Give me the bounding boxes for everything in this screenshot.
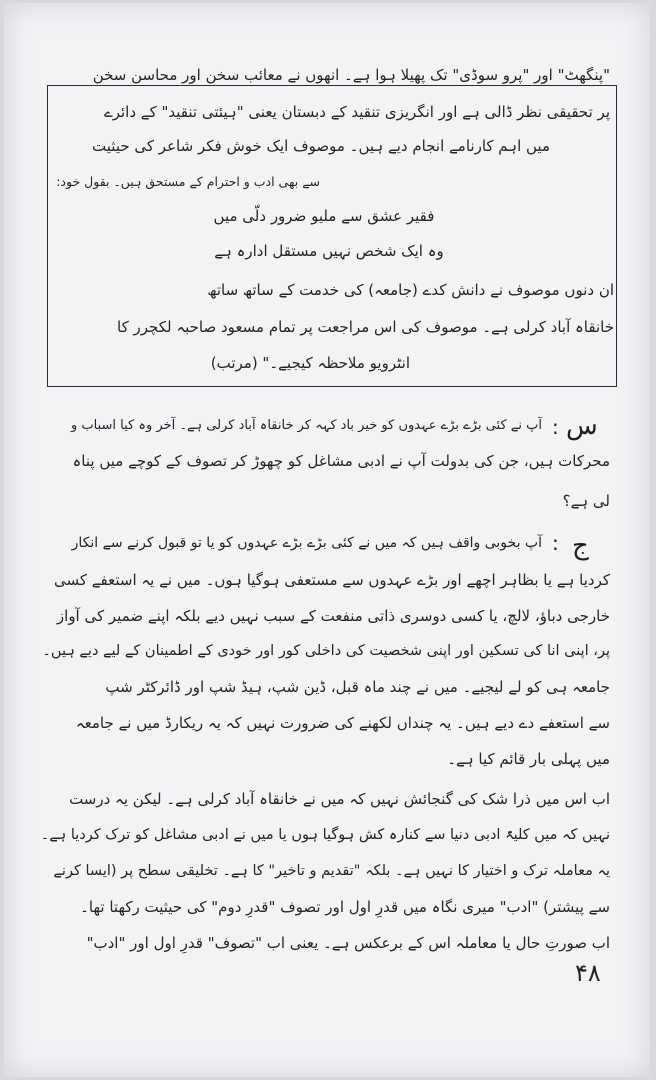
box-line: "پنگھٹ" اور "پرو سوڈی" تک پھیلا ہوا ہے۔ انھوں نے معائب سخن اور محاسن سخن xyxy=(92,66,610,84)
answer-line: اب اس میں ذرا شک کی گنجائش نہیں کہ میں نے خانقاہ آباد کرلی ہے۔ لیکن یہ درست xyxy=(69,790,610,808)
answer-line: نہیں کہ میں کلیۃً ادبی دنیا سے کنارہ کش ہوگیا ہوں یا میں نے ادبی مشاغل کو ترک کردیا ہے۔ xyxy=(40,827,610,843)
answer-line: سے پیشتر) "ادب" میری نگاہ میں قدرِ اول اور تصوف "قدرِ دوم" کی حیثیت رکھتا تھا۔ xyxy=(80,898,610,916)
box-line: پر تحقیقی نظر ڈالی ہے اور انگریزی تنقید کے دبستان یعنی "ہیئتی تنقید" کے دائرے xyxy=(103,103,610,121)
answer-line: کردیا ہے یا بظاہر اچھے اور بڑے عہدوں سے مستعفی ہوگیا ہوں۔ میں نے یہ استعفے کسی xyxy=(53,571,610,589)
answer-line: خارجی دباؤ، لالچ، یا کسی دوسری ذاتی منفعت کے سبب نہیں دیے بلکہ اپنے ضمیر کی آواز xyxy=(56,607,610,625)
book-page xyxy=(4,3,650,1077)
question-colon: : xyxy=(552,415,559,439)
answer-line: یہ معاملہ ترک و اختیار کا نہیں ہے۔ بلکہ "تقدیم و تاخیر" کا ہے۔ تخلیقی سطح پر (ایسا کرنے xyxy=(53,863,610,879)
answer-line: سے استعفے دے دیے ہیں۔ یہ چنداں لکھنے کی ضرورت نہیں کہ یہ ریکارڈ میں نے جامعہ xyxy=(75,714,610,732)
answer-line: میں پہلی بار قائم کیا ہے۔ xyxy=(447,750,610,768)
answer-marker: ج xyxy=(572,531,589,561)
answer-colon: : xyxy=(552,531,559,555)
box-line: سے بھی ادب و احترام کے مستحق ہیں۔ بقول خود: xyxy=(56,174,320,189)
box-line: انٹرویو ملاحظہ کیجیے۔" (مرتب) xyxy=(210,354,410,372)
answer-line: جامعہ ہی کو لے لیجیے۔ میں نے چند ماہ قبل، ڈین شپ، ہیڈ شپ اور ڈائرکٹر شپ xyxy=(105,678,610,696)
page-number: ۴۸ xyxy=(575,959,601,987)
box-line: ان دنوں موصوف نے دانش کدے (جامعہ) کی خدمت کے ساتھ ساتھ xyxy=(207,281,614,299)
question-line: محرکات ہیں، جن کی بدولت آپ نے ادبی مشاغل کو چھوڑ کر تصوف کے کوچے میں پناہ xyxy=(72,452,610,470)
question-line: آپ نے کئی بڑے بڑے عہدوں کو خیر باد کہہ کر خانقاہ آباد کرلی ہے۔ آخر وہ کیا اسباب و xyxy=(70,418,542,433)
box-line: میں اہم کارنامے انجام دیے ہیں۔ موصوف ایک خوش فکر شاعر کی حیثیت xyxy=(92,137,550,155)
question-line: لی ہے؟ xyxy=(562,492,610,510)
question-marker: س xyxy=(566,411,598,441)
box-line: خانقاہ آباد کرلی ہے۔ موصوف کی اس مراجعت پر تمام مسعود صاحبہ لکچرر کا xyxy=(117,318,614,336)
answer-line: پر، اپنی انا کی تسکین اور اپنی شخصیت کی داخلی کور اور خودی کے اطمینان کے لیے دیے ہیں۔ xyxy=(42,643,610,659)
verse-line: وہ ایک شخص نہیں مستقل ادارہ ہے xyxy=(214,242,444,260)
answer-line: آپ بخوبی واقف ہیں کہ میں نے کئی بڑے بڑے عہدوں کو یا تو قبول کرنے سے انکار xyxy=(71,535,542,551)
verse-line: فقیر عشق سے ملیو ضرور دلّی میں xyxy=(213,207,435,225)
answer-line: اب صورتِ حال یا معاملہ اس کے برعکس ہے۔ یعنی اب "تصوف" قدرِ اول اور "ادب" xyxy=(86,934,610,952)
intro-box xyxy=(47,85,617,387)
